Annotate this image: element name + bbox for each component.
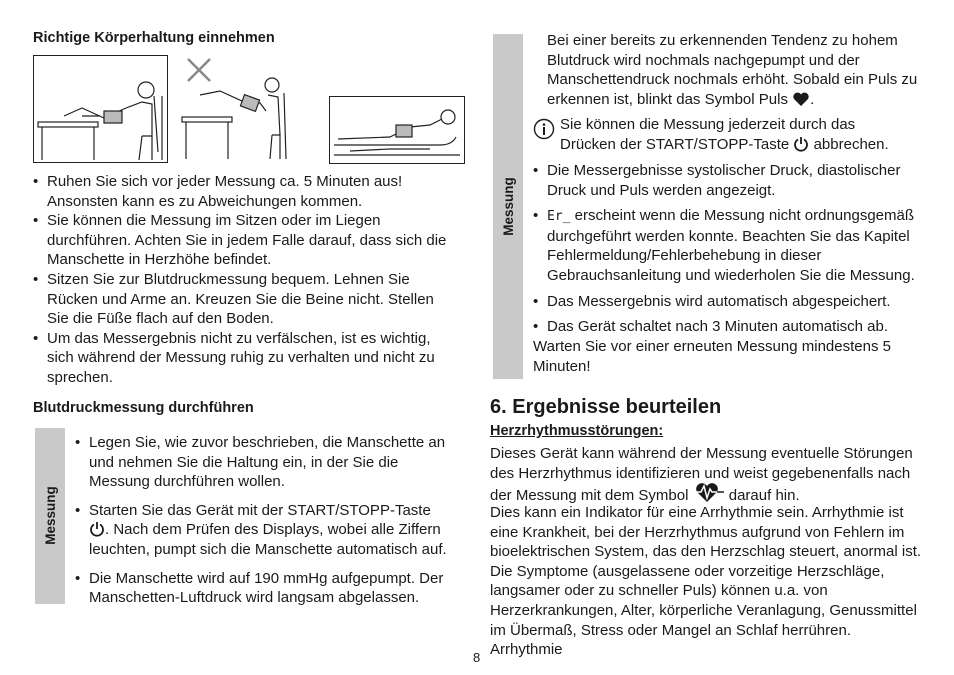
sidebar-label: Messung <box>500 177 516 236</box>
paragraph-text: Dieses Gerät kann während der Messung eventuelle Störungen des Herzrhythmus identifizieren und weist gegebenenfalls nach der Messung mit dem Symbol <box>490 445 913 505</box>
list-item <box>75 433 460 492</box>
list-item: • Sitzen Sie zur Blutdruckmessung bequem. Lehnen Sie Rücken und Arme an. Kreuzen Sie die Beine nicht. Stellen Sie die Füße flach auf den Boden. <box>33 270 458 329</box>
section-title: 6. Ergebnisse beurteilen <box>490 396 722 418</box>
list-item <box>75 501 460 560</box>
list-item: • Ruhen Sie sich vor jeder Messung ca. 5 Minuten aus! Ansonsten kann es zu Abweichungen kommen. <box>33 172 458 211</box>
posture-bullet-list <box>33 172 458 388</box>
measurement-bullet-list <box>75 433 460 608</box>
figure-sitting-wrong <box>180 55 288 161</box>
error-code: Er_ <box>547 209 571 225</box>
info-text: abbrechen. <box>813 135 889 153</box>
result-bullet-list <box>533 161 918 337</box>
paragraph-text: darauf hin. <box>728 487 800 505</box>
subheading-arrhythmia: Herzrhythmusstörungen: <box>490 423 664 439</box>
sitting-wrong-illustration-icon <box>180 55 288 161</box>
paragraph-wait: Warten Sie vor einer erneuten Messung mindestens 5 Minuten! <box>533 338 891 375</box>
heading-measurement: Blutdruckmessung durchführen <box>33 400 254 416</box>
info-icon <box>533 118 555 145</box>
list-item: • Das Gerät schaltet nach 3 Minuten automatisch ab. <box>533 317 918 337</box>
figure-sitting-correct <box>33 55 168 163</box>
paragraph-text: Bei einer bereits zu erkennenden Tendenz zu hohem Blutdruck wird nochmals nachgepumpt und der Manschettendruck nochmals erhöht. Sobald ein Puls zu erkennen ist, blinkt das Symbol Puls <box>547 32 918 108</box>
list-item <box>75 569 460 608</box>
list-item: • Um das Messergebnis nicht zu verfälschen, ist es wichtig, sich während der Messung ruhig zu verhalten und nicht zu sprechen. <box>33 329 458 388</box>
list-item-text: Legen Sie, wie zuvor beschrieben, die Manschette an und nehmen Sie die Haltung ein, in der Sie die Messung durchführen wollen. <box>89 434 446 491</box>
info-note <box>560 115 900 154</box>
list-item-text: . Nach dem Prüfen des Displays, wobei alle Ziffern leuchten, pumpt sich die Manschette automatisch auf. <box>89 521 447 558</box>
sidebar-measurement-right <box>493 34 523 379</box>
power-icon <box>89 521 105 537</box>
paragraph-pumping: Bei einer bereits zu erkennenden Tendenz zu hohem Blutdruck wird nochmals nachgepumpt und der Manschettendruck nochmals erhöht. Sobald ein Puls zu erkennen ist, blinkt das Symbol Puls . <box>547 32 918 108</box>
lying-illustration-icon <box>330 97 464 163</box>
page-number: 8 <box>473 650 481 665</box>
heart-icon <box>792 92 810 107</box>
power-icon <box>793 136 809 152</box>
list-item: • Sie können die Messung im Sitzen oder im Liegen durchführen. Achten Sie in jedem Falle darauf, dass sich die Manschette in Herzhöhe befindet. <box>33 211 458 270</box>
heading-posture: Richtige Körperhaltung einnehmen <box>33 30 275 46</box>
arrhythmia-heart-icon <box>693 483 725 503</box>
list-item <box>533 206 918 285</box>
list-item-text: Starten Sie das Gerät mit der START/STOPP-Taste <box>89 501 431 519</box>
list-item-text: erscheint wenn die Messung nicht ordnungsgemäß durchgeführt werden konnte. Beachten Sie das Kapitel Fehlermeldung/Fehlerbehebung in dieser Gebrauchsanleitung und wiederholen Sie die Messung. <box>547 207 915 284</box>
paragraph-arrhythmia-2: Dies kann ein Indikator für eine Arrhythmie sein. Arrhythmie ist eine Krankheit, bei der Herzrhythmus aufgrund von Fehlern im bioelektrischen System, das den Herzschlag steuert, anormal ist. Die Symptome (ausgelassene oder vorzeitige Herzschläge, langsamer oder zu schneller Puls) können u.a. von Herzerkrankungen, Alter, körperliche Veranlagung, Genussmittel im Übermaß, Stress oder Mangel an Schlaf herrühren. Arrhythmie <box>490 504 922 659</box>
sidebar-measurement-left <box>35 428 65 604</box>
list-item: • Die Messergebnisse systolischer Druck, diastolischer Druck und Puls werden angezeigt. <box>533 161 918 200</box>
figure-lying <box>329 96 465 164</box>
info-text: Sie können die Messung jederzeit durch das Drücken der START/STOPP-Taste <box>560 116 856 153</box>
list-item: • Das Messergebnis wird automatisch abgespeichert. <box>533 292 918 312</box>
sidebar-label: Messung <box>42 486 58 545</box>
list-item-text: Die Manschette wird auf 190 mmHg aufgepumpt. Der Manschetten-Luftdruck wird langsam abgelassen. <box>89 569 444 607</box>
paragraph-arrhythmia-1 <box>490 444 922 506</box>
sitting-illustration-icon <box>34 56 167 162</box>
